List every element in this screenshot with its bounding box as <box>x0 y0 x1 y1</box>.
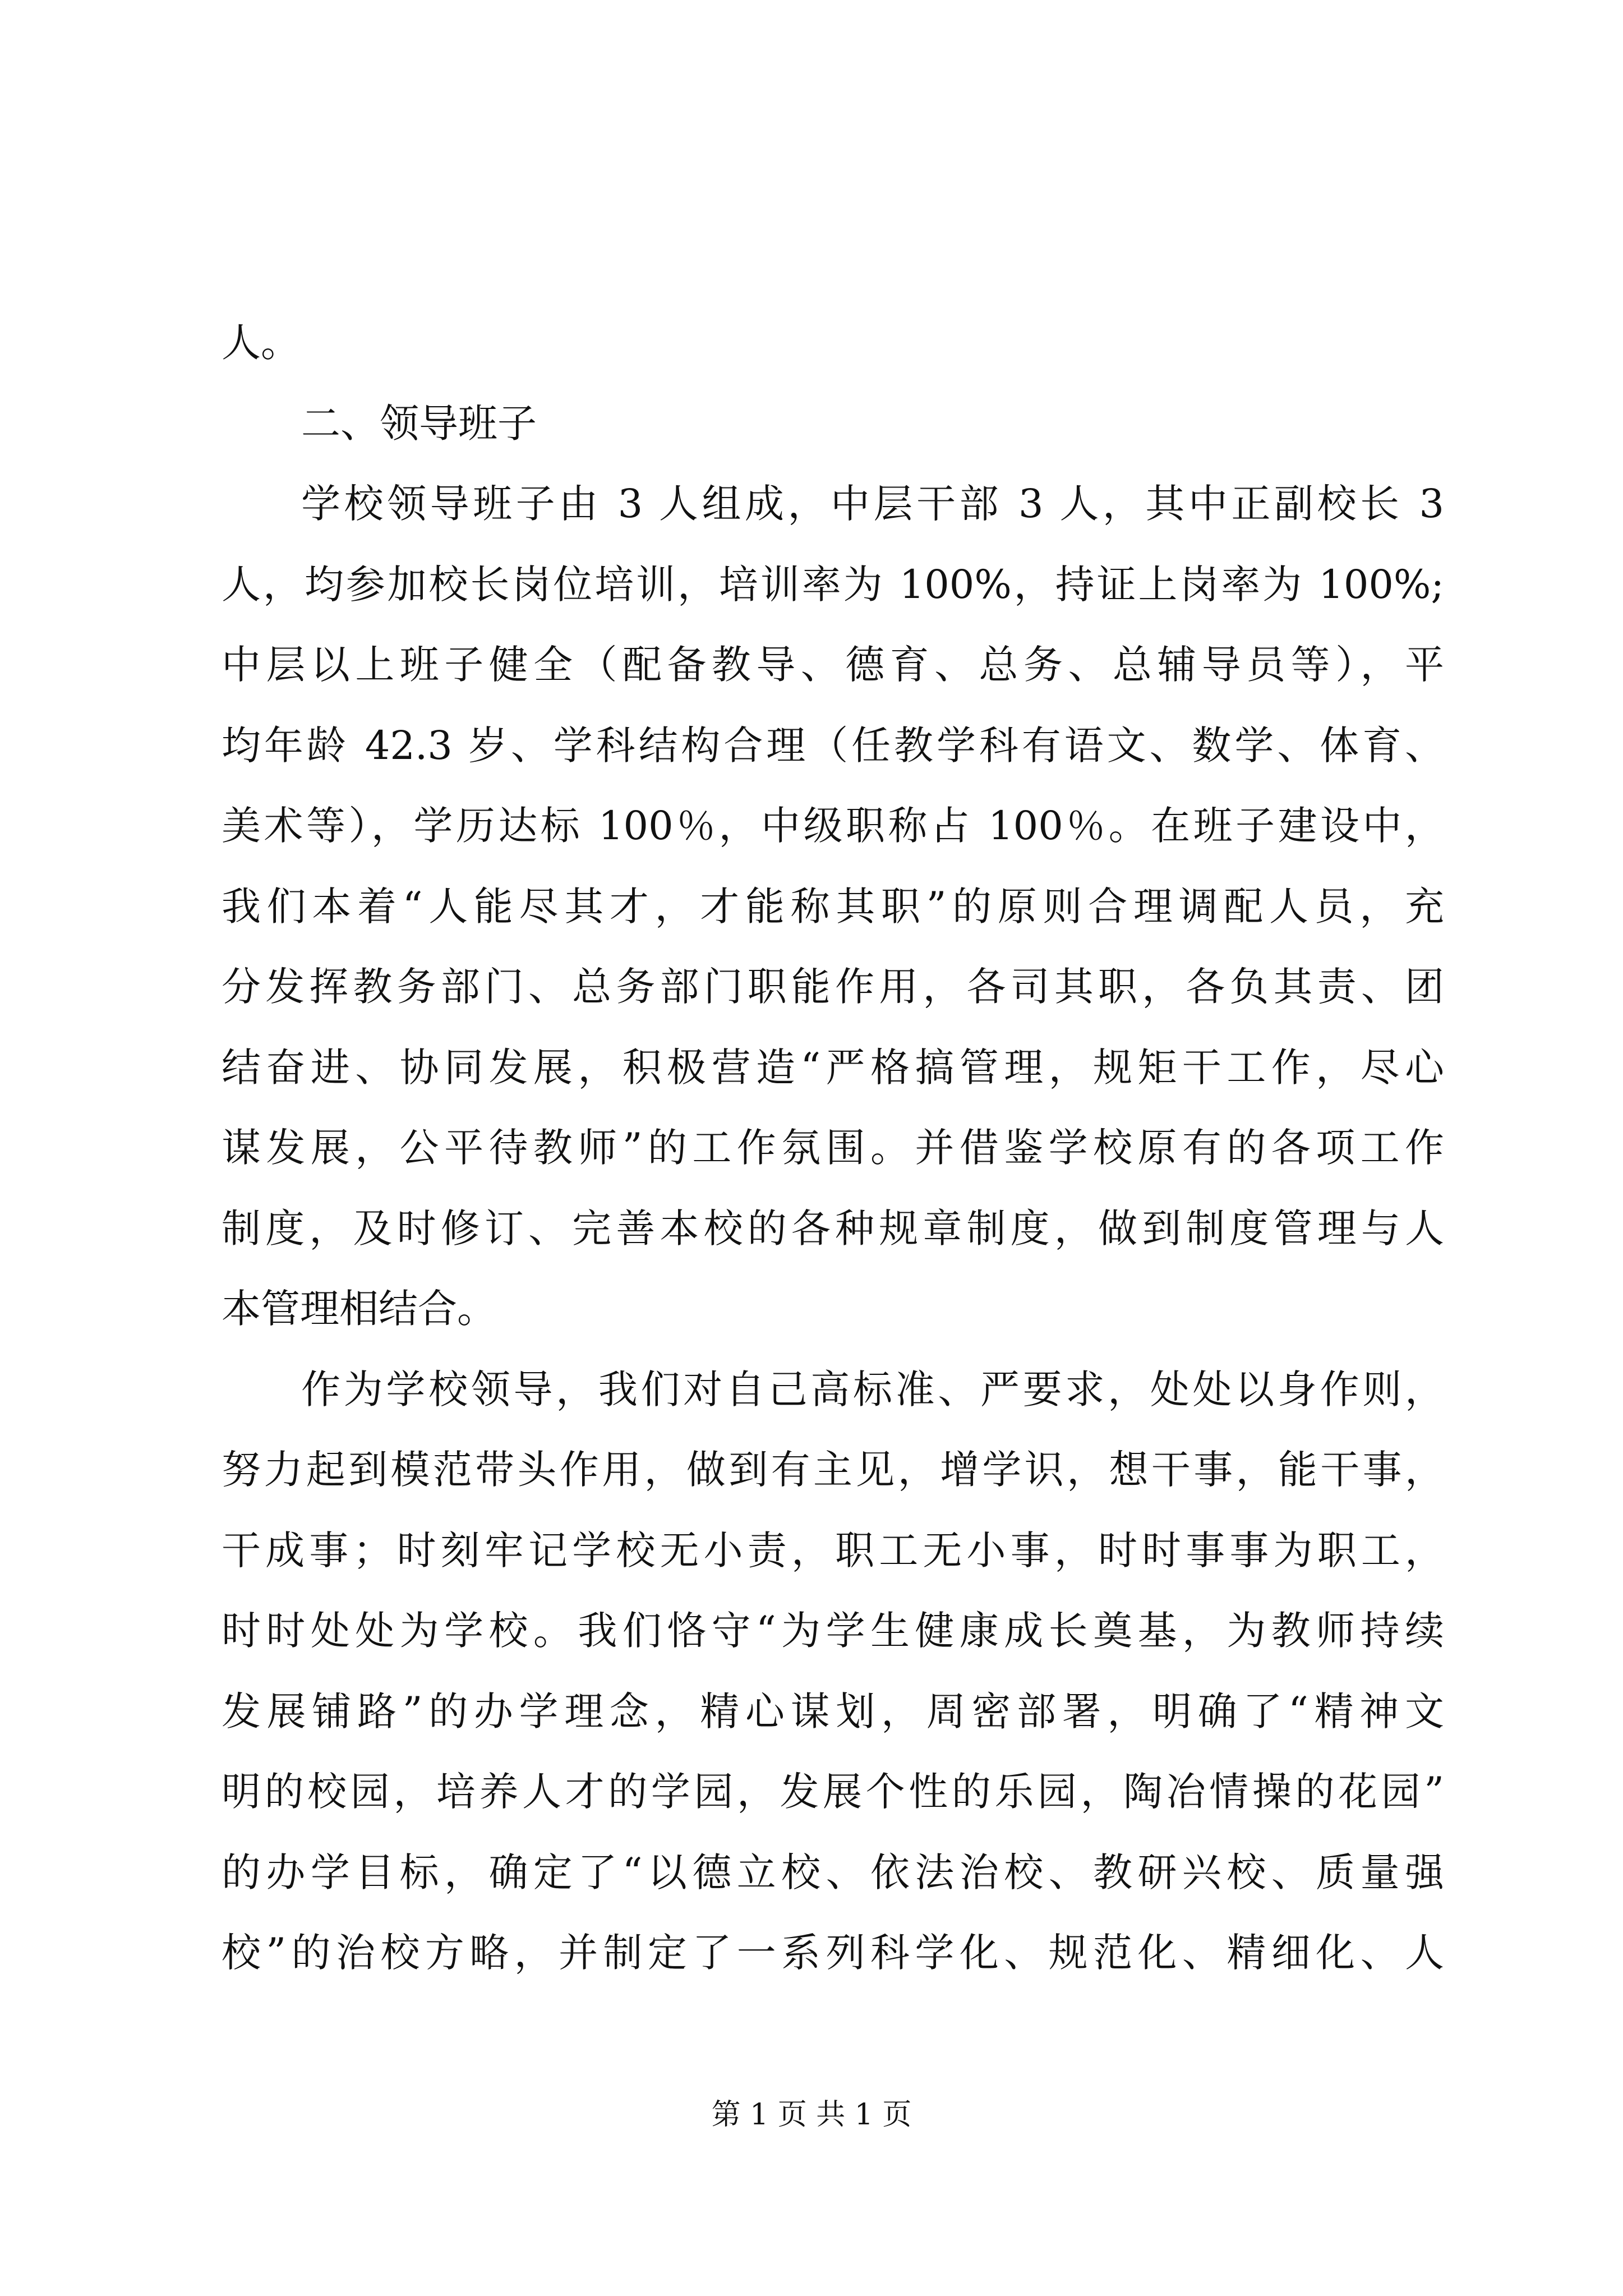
text-line: 制度，及时修订、完善本校的各种规章制度，做到制度管理与人 <box>222 1205 1444 1251</box>
text-line: 中层以上班子健全（配备教导、德育、总务、总辅导员等），平 <box>222 642 1444 688</box>
document-body <box>222 303 1444 1994</box>
text-line: 明的校园，培养人才的学园，发展个性的乐园，陶冶情操的花园” <box>222 1769 1444 1815</box>
text-line: 人，均参加校长岗位培训，培训率为 100%，持证上岗率为 100%; <box>222 561 1444 608</box>
page-number-footer: 第 1 页 共 1 页 <box>711 2098 912 2132</box>
text-line: 均年龄 42.3 岁、学科结构合理（任教学科有语文、数学、体育、 <box>222 722 1444 769</box>
paragraph-leadership-role <box>222 1350 1444 1994</box>
text-line: 结奋进、协同发展，积极营造“严格搞管理，规矩干工作，尽心 <box>222 1044 1444 1091</box>
text-line: 干成事；时刻牢记学校无小责，职工无小事，时时事事为职工， <box>222 1527 1444 1573</box>
text-line: 分发挥教务部门、总务部门职能作用，各司其职，各负其责、团 <box>222 964 1444 1010</box>
text-line: 美术等），学历达标 100％，中级职称占 100％。在班子建设中， <box>222 803 1444 849</box>
text-line: 校”的治校方略，并制定了一系列科学化、规范化、精细化、人 <box>222 1930 1444 1976</box>
paragraph-leadership-team <box>222 464 1444 1350</box>
text-line: 努力起到模范带头作用，做到有主见，增学识，想干事，能干事， <box>222 1447 1444 1493</box>
text-line: 我们本着“人能尽其才，才能称其职”的原则合理调配人员，充 <box>222 883 1444 930</box>
text-line: 学校领导班子由 3 人组成，中层干部 3 人，其中正副校长 3 <box>301 481 1444 527</box>
text-line: 发展铺路”的办学理念，精心谋划，周密部署，明确了“精神文 <box>222 1688 1444 1734</box>
heading-line: 二、领导班子 <box>301 400 537 447</box>
text-line: 时时处处为学校。我们恪守“为学生健康成长奠基，为教师持续 <box>222 1608 1444 1654</box>
paragraph-continuation <box>222 303 1444 384</box>
section-heading <box>222 384 1444 464</box>
text-line: 人。 <box>222 320 300 366</box>
text-line: 的办学目标，确定了“以德立校、依法治校、教研兴校、质量强 <box>222 1849 1444 1895</box>
text-line: 作为学校领导，我们对自己高标准、严要求，处处以身作则， <box>301 1366 1444 1412</box>
text-line: 本管理相结合。 <box>222 1286 496 1332</box>
text-line: 谋发展，公平待教师”的工作氛围。并借鉴学校原有的各项工作 <box>222 1125 1444 1171</box>
